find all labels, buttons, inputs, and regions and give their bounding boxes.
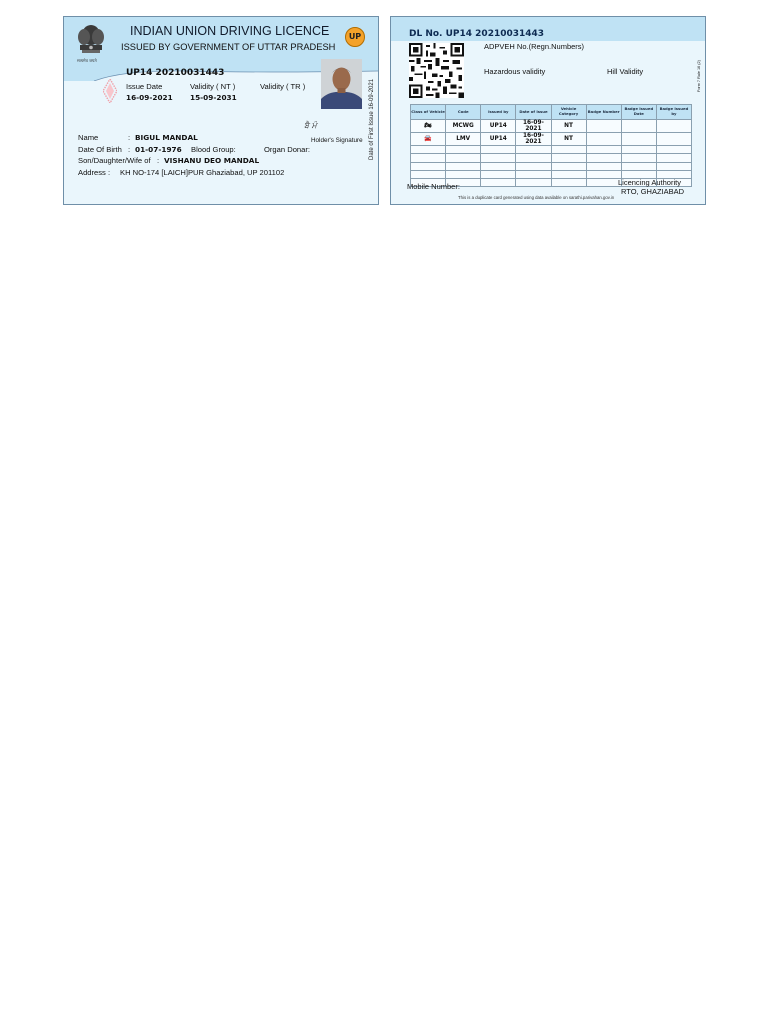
qr-code-icon xyxy=(409,43,464,98)
col-badge-number: Badge Number xyxy=(586,105,621,120)
holder-name: BIGUL MANDAL xyxy=(135,133,198,142)
duplicate-card-footnote: This is a duplicate card generated using data available on sarathi.parivahan.gov.in xyxy=(458,195,615,200)
table-cell xyxy=(621,133,656,146)
validity-nt-label: Validity ( NT ) xyxy=(190,82,236,91)
table-cell xyxy=(621,120,656,133)
table-row xyxy=(411,120,692,133)
col-issued-by: Issued by xyxy=(481,105,516,120)
table-cell: NT xyxy=(551,133,586,146)
car-icon: 🚘 xyxy=(424,135,432,142)
col-vehicle-category: Vehicle Category xyxy=(551,105,586,120)
validity-tr-label: Validity ( TR ) xyxy=(260,82,306,91)
col-code: Code xyxy=(446,105,481,120)
table-cell: MCWG xyxy=(446,120,481,133)
table-cell: 16-09-2021 xyxy=(516,133,551,146)
table-cell: LMV xyxy=(446,133,481,146)
table-header-row xyxy=(411,105,692,120)
licence-title: INDIAN UNION DRIVING LICENCE xyxy=(130,24,330,38)
address-value: KH NO-174 [LAICH]PUR Ghaziabad, UP 201102 xyxy=(120,168,285,177)
col-class-of-vehicle: Class of Vehicle xyxy=(411,105,446,120)
relation-label: Son/Daughter/Wife of xyxy=(78,156,151,165)
validity-nt-value: 15-09-2031 xyxy=(190,93,237,102)
organ-donor-label: Organ Donar: xyxy=(264,145,311,154)
address-label: Address : xyxy=(78,168,111,177)
relation-colon: : xyxy=(157,156,160,165)
vehicle-class-cell xyxy=(411,120,446,133)
vehicle-class-table xyxy=(410,104,692,187)
table-cell: UP14 xyxy=(481,133,516,146)
dob-label: Date Of Birth xyxy=(78,145,122,154)
col-badge-issued-by: Badge Issued by xyxy=(656,105,691,120)
issue-date-value: 16-09-2021 xyxy=(126,93,173,102)
vehicle-class-cell xyxy=(411,133,446,146)
table-cell: 16-09-2021 xyxy=(516,120,551,133)
col-date-of-issue: Date of Issue xyxy=(516,105,551,120)
table-cell xyxy=(586,133,621,146)
holder-photo xyxy=(321,59,362,109)
hologram-seal-icon xyxy=(103,79,117,103)
table-row xyxy=(411,133,692,146)
holder-signature-image: ਬੈ ਮੰ xyxy=(304,121,317,130)
name-colon: : xyxy=(128,133,131,142)
table-cell: NT xyxy=(551,120,586,133)
form-rule-vertical: Form 7 Rule 16 (2) xyxy=(697,60,701,92)
licensing-authority-label: Licencing Authority xyxy=(618,178,681,187)
name-label: Name xyxy=(78,133,99,142)
licence-front-card xyxy=(63,16,379,205)
mobile-number-label: Mobile Number: xyxy=(407,182,460,191)
table-row-empty xyxy=(411,162,692,170)
adpveh-label: ADPVEH No.(Regn.Numbers) xyxy=(484,42,585,51)
relation-name: VISHANU DEO MANDAL xyxy=(164,156,260,165)
dob-colon: : xyxy=(128,145,131,154)
blood-group-label: Blood Group: xyxy=(191,145,236,154)
first-issue-date-vertical: Date of First Issue 16-09-2021 xyxy=(369,78,375,160)
hazardous-validity-label: Hazardous validity xyxy=(484,67,546,76)
table-row-empty xyxy=(411,146,692,154)
motorcycle-icon: 🏍 xyxy=(424,122,432,129)
state-badge: UP xyxy=(345,27,365,47)
dl-number: UP14 20210031443 xyxy=(126,68,225,78)
issuing-authority: ISSUED BY GOVERNMENT OF UTTAR PRADESH xyxy=(121,42,336,52)
issue-date-label: Issue Date xyxy=(126,82,163,91)
table-cell xyxy=(656,120,691,133)
col-badge-issued-date: Badge Issued Date xyxy=(621,105,656,120)
licensing-authority-name: RTO, GHAZIABAD xyxy=(621,187,685,196)
table-cell xyxy=(586,120,621,133)
table-cell: UP14 xyxy=(481,120,516,133)
emblem-motto: सत्यमेव जयते xyxy=(77,58,97,63)
table-row-empty xyxy=(411,154,692,162)
back-dl-number: DL No. UP14 20210031443 xyxy=(409,29,545,39)
licence-back-card xyxy=(390,16,706,205)
table-cell xyxy=(656,133,691,146)
hill-validity-label: Hill Validity xyxy=(607,67,644,76)
holder-signature-label: Holder's Signature xyxy=(311,137,363,144)
dob-value: 01-07-1976 xyxy=(135,145,182,154)
